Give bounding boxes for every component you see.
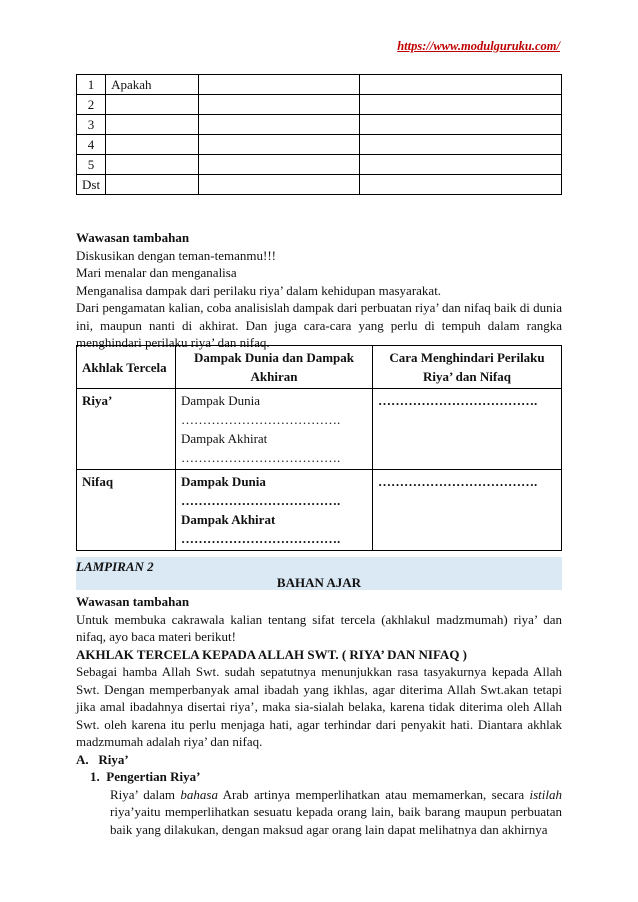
subpoint-heading: 1. Pengertian Riya’: [90, 769, 201, 784]
akhlak-name: Riya’: [77, 389, 176, 470]
table-row: [77, 75, 562, 95]
cara-cell: ……………………………….: [373, 389, 562, 470]
section-heading: Wawasan tambahan: [76, 230, 190, 245]
question-cell: Apakah: [106, 75, 199, 95]
column-header: Akhlak Tercela: [77, 346, 176, 389]
table-row: [77, 135, 562, 155]
table-header-row: [77, 346, 562, 389]
row-number: 5: [77, 155, 106, 175]
definition-text: Arab artinya memperlihatkan atau memamerkan, secara: [217, 786, 530, 802]
definition-term: bahasa: [180, 786, 218, 802]
fill-in-dots: ……………………………….: [181, 450, 341, 465]
question-cell: [106, 155, 199, 175]
section-heading: Wawasan tambahan: [76, 594, 190, 609]
analysis-table: [76, 345, 562, 551]
definition-term: istilah: [529, 786, 562, 802]
table-row: [77, 470, 562, 551]
section-wawasan-1: [76, 229, 562, 352]
dampak-cell: [176, 470, 373, 551]
fill-in-dots: ……………………………….: [181, 412, 341, 427]
question-cell: [106, 115, 199, 135]
fill-in-dots: ……………………………….: [181, 531, 341, 546]
answer-cell: [360, 175, 562, 195]
lampiran-label: LAMPIRAN 2: [76, 559, 154, 574]
answer-cell: [199, 155, 360, 175]
instruction-line: Diskusikan dengan teman-temanmu!!!: [76, 247, 276, 263]
answer-cell: [360, 155, 562, 175]
answer-cell: [199, 135, 360, 155]
header-url-link[interactable]: https://www.modulguruku.com/: [397, 39, 560, 53]
topic-title: AKHLAK TERCELA KEPADA ALLAH SWT. ( RIYA’ DAN NIFAQ ): [76, 646, 468, 662]
worksheet-table: [76, 74, 562, 195]
instruction-paragraph: Dari pengamatan kalian, coba analisislah dampak dari perbuatan riya’ dan nifaq baik di dunia ini, maupun nanti di akhirat. Dan juga cara-cara yang perlu di tempuh dalam rangka menghindari perilaku riya’ dan nifaq.: [76, 300, 562, 350]
answer-cell: [199, 75, 360, 95]
answer-cell: [199, 175, 360, 195]
intro-paragraph: Untuk membuka cakrawala kalian tentang sifat tercela (akhlakul madzmumah) riya’ dan nifaq, ayo baca materi berikut!: [76, 611, 562, 644]
body-paragraph: Sebagai hamba Allah Swt. sudah sepatutnya menunjukkan rasa tasyakurnya kepada Allah Swt. Dengan memperbanyak amal ibadah yang ikhlas, agar diterima Allah Swt.akan tetapi jika amal ibadahnya disertai riya’, maka sia-sialah belaka, karena tidak diterima oleh Allah Swt. oleh karena itu perlu menjaga hati, agar terhindar dari penyakit hati. Diantara akhlak madzmumah adalah riya’ dan nifaq.: [76, 664, 562, 749]
dampak-dunia-label: Dampak Dunia: [181, 474, 266, 489]
answer-cell: [360, 135, 562, 155]
answer-cell: [199, 115, 360, 135]
row-number: 4: [77, 135, 106, 155]
section-bahan-ajar: [76, 593, 562, 838]
table-row: [77, 155, 562, 175]
column-header: Cara Menghindari Perilaku Riya’ dan Nifaq: [373, 346, 562, 389]
table-row: [77, 95, 562, 115]
row-number: Dst: [77, 175, 106, 195]
row-number: 3: [77, 115, 106, 135]
dampak-akhirat-label: Dampak Akhirat: [181, 512, 276, 527]
row-number: 2: [77, 95, 106, 115]
cara-cell: ……………………………….: [373, 470, 562, 551]
answer-cell: [360, 95, 562, 115]
dampak-cell: [176, 389, 373, 470]
akhlak-name: Nifaq: [77, 470, 176, 551]
table-row: [77, 175, 562, 195]
instruction-line: Menganalisa dampak dari perilaku riya’ dalam kehidupan masyarakat.: [76, 282, 442, 298]
question-cell: [106, 175, 199, 195]
definition-text: riya’yaitu memperlihatkan sesuatu kepada orang lain, baik barang maupun perbuatan baik yang dilakukan, dengan maksud agar orang lain dapat melihatnya dan akhirnya: [110, 804, 562, 837]
answer-cell: [199, 95, 360, 115]
row-number: 1: [77, 75, 106, 95]
dampak-akhirat-label: Dampak Akhirat: [181, 431, 268, 446]
table-row: [77, 115, 562, 135]
fill-in-dots: ……………………………….: [181, 493, 341, 508]
question-cell: [106, 95, 199, 115]
question-cell: [106, 135, 199, 155]
lampiran-title: BAHAN AJAR: [276, 575, 362, 590]
definition-text: Riya’ dalam: [110, 786, 181, 802]
column-header: Dampak Dunia dan Dampak Akhiran: [176, 346, 373, 389]
instruction-line: Mari menalar dan menganalisa: [76, 265, 237, 280]
answer-cell: [360, 75, 562, 95]
answer-cell: [360, 115, 562, 135]
point-a-heading: A. Riya’: [76, 751, 129, 767]
dampak-dunia-label: Dampak Dunia: [181, 393, 261, 408]
table-row: [77, 389, 562, 470]
definition-paragraph: [76, 786, 562, 839]
lampiran-banner: [76, 557, 562, 590]
